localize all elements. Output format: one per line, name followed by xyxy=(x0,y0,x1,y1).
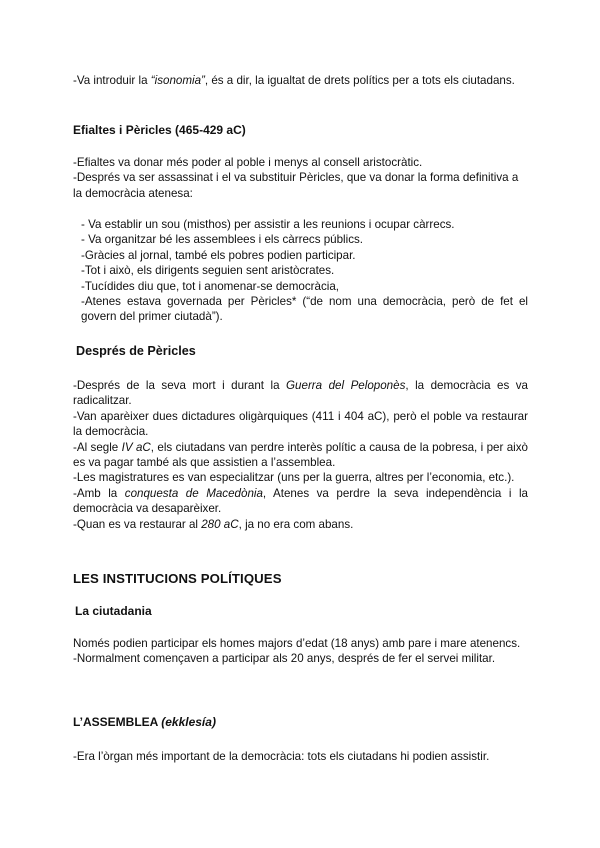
despres-section xyxy=(73,378,528,532)
despres-line-1: -Després de la seva mort i durant la Guerra del Peloponès, la democràcia es va radicalitzar. xyxy=(73,379,529,408)
intro-text-end: , és a dir, la igualtat de drets polítics per a tots els ciutadans. xyxy=(204,74,515,87)
efialtes-paragraph-2: -Després va ser assassinat i el va substituir Pèricles, que va donar la forma definitiva a la democràcia atenesa: xyxy=(73,171,519,200)
intro-text: -Va introduir la xyxy=(73,74,151,87)
efialtes-heading: Efialtes i Pèricles (465-429 aC) xyxy=(73,123,246,137)
assemblea-section xyxy=(73,749,528,764)
assemblea-paragraph-1: -Era l’òrgan més important de la democràcia: tots els ciutadans hi podien assistir. xyxy=(73,750,490,763)
ciutadania-heading: La ciutadania xyxy=(75,604,152,618)
ciutadania-paragraph-2: -Normalment començaven a participar als 20 anys, després de fer el servei militar. xyxy=(73,652,496,666)
efialtes-section xyxy=(73,155,528,201)
list-item: - Va establir un sou (misthos) per assistir a les reunions i ocupar càrrecs. xyxy=(81,218,455,231)
ciutadania-section xyxy=(73,636,528,667)
list-item: -Tot i això, els dirigents seguien sent aristòcrates. xyxy=(81,264,335,278)
despres-line-5: -Amb la conquesta de Macedònia, Atenes va perdre la seva independència i la democràcia va desaparèixer. xyxy=(73,486,529,516)
list-item: - Va organitzar bé les assemblees i els càrrecs públics. xyxy=(81,233,364,247)
pericles-measures-list xyxy=(73,217,528,325)
despres-line-4: -Les magistratures es van especialitzar (uns per la guerra, altres per l’economia, etc.). xyxy=(73,471,515,485)
despres-line-3: -Al segle IV aC, els ciutadans van perdre interès polític a causa de la pobresa, i per això es va pagar també als que assistien a l’assemblea. xyxy=(73,440,529,470)
list-item: -Gràcies al jornal, també els pobres podien participar. xyxy=(81,248,356,262)
list-item: -Tucídides diu que, tot i anomenar-se democràcia, xyxy=(81,279,339,293)
isonomia-term: “isonomia” xyxy=(150,74,205,87)
list-item: -Atenes estava governada per Pèricles* (“de nom una democràcia, però de fet el govern del primer ciutadà”). xyxy=(81,295,528,324)
institucions-heading: LES INSTITUCIONS POLÍTIQUES xyxy=(73,571,282,586)
despres-line-2: -Van aparèixer dues dictadures oligàrquiques (411 i 404 aC), però el poble va restaurar la democràcia. xyxy=(73,409,528,439)
despres-line-6: -Quan es va restaurar al 280 aC, ja no era com abans. xyxy=(73,517,354,531)
intro-paragraph xyxy=(73,73,528,88)
efialtes-paragraph-1: -Efialtes va donar més poder al poble i menys al consell aristocràtic. xyxy=(73,156,423,169)
assemblea-heading: L’ASSEMBLEA (ekklesía) xyxy=(73,715,216,729)
ciutadania-paragraph-1: Només podien participar els homes majors d’edat (18 anys) amb pare i mare atenencs. xyxy=(73,637,521,650)
despres-heading: Després de Pèricles xyxy=(76,344,196,358)
